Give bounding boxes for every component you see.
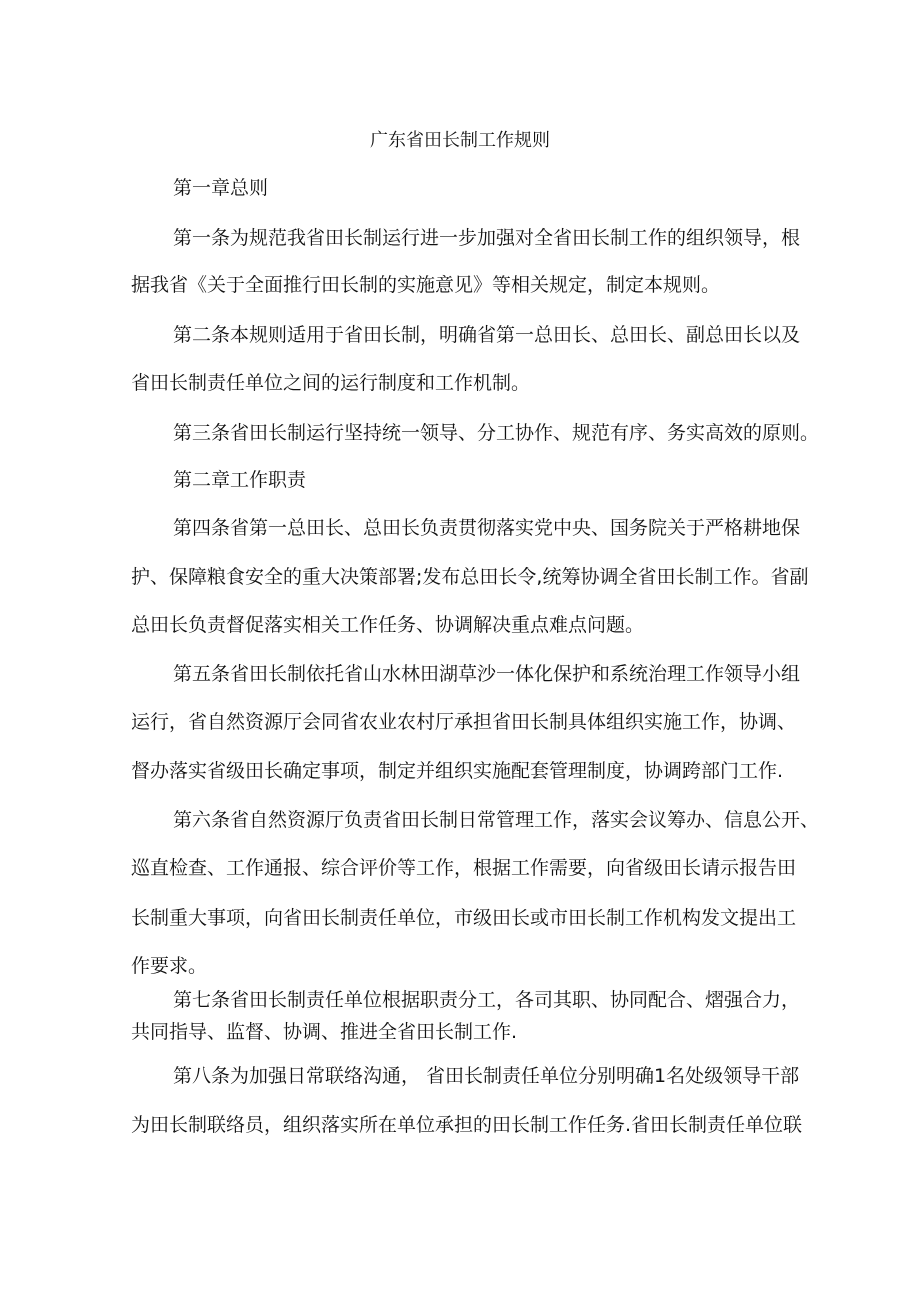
article-6-line-3: 长制重大事项，向省田长制责任单位，市级田长或市田长制工作机构发文提出工	[131, 907, 797, 929]
article-2-line-1: 第二条本规则适用于省田长制，明确省第一总田长、总田长、副总田长以及	[173, 324, 801, 346]
chapter-heading-2: 第二章工作职责	[173, 469, 307, 491]
article-4-line-2: 护、保障粮食安全的重大决策部署;发布总田长令,统筹协调全省田长制工作。省副	[131, 566, 809, 588]
article-8-line-1: 第八条为加强日常联络沟通， 省田长制责任单位分别明确1名处级领导干部	[173, 1065, 800, 1087]
article-5-line-1: 第五条省田长制依托省山水林田湖草沙一体化保护和系统治理工作领导小组	[173, 663, 801, 685]
article-5-line-3: 督办落实省级田长确定事项，制定并组织实施配套管理制度，协调跨部门工作.	[131, 760, 784, 782]
article-1-line-2: 据我省《关于全面推行田长制的实施意见》等相关规定，制定本规则。	[131, 274, 721, 296]
article-5-line-2: 运行，省自然资源厅会同省农业农村厅承担省田长制具体组织实施工作，协调、	[131, 711, 797, 733]
article-8-line-2: 为田长制联络员，组织落实所在单位承担的田长制工作任务.省田长制责任单位联	[131, 1114, 803, 1136]
article-7-line-2: 共同指导、监督、协调、推进全省田长制工作.	[131, 1021, 518, 1043]
article-6-line-2: 巡直检查、工作通报、综合评价等工作，根据工作需要，向省级田长请示报告田	[131, 857, 797, 879]
article-4-line-1: 第四条省第一总田长、总田长负责贯彻落实党中央、国务院关于严格耕地保	[173, 517, 801, 539]
article-1-line-1: 第一条为规范我省田长制运行进一步加强对全省田长制工作的组织领导，根	[173, 227, 801, 249]
document-title: 广东省田长制工作规则	[370, 130, 550, 151]
article-7-line-1: 第七条省田长制责任单位根据职责分工，各司其职、协同配合、熠强合力，	[173, 989, 801, 1011]
article-4-line-3: 总田长负责督促落实相关工作任务、协调解决重点难点问题。	[131, 614, 645, 636]
article-6-line-4: 作要求。	[131, 955, 208, 977]
article-3-line-1: 第三条省田长制运行坚持统一领导、分工协作、规范有序、务实高效的原则。	[173, 422, 820, 444]
article-6-line-1: 第六条省自然资源厅负责省田长制日常管理工作，落实会议筹办、信息公开、	[173, 809, 820, 831]
chapter-heading-1: 第一章总则	[173, 177, 269, 199]
article-2-line-2: 省田长制责任单位之间的运行制度和工作机制。	[131, 372, 531, 394]
